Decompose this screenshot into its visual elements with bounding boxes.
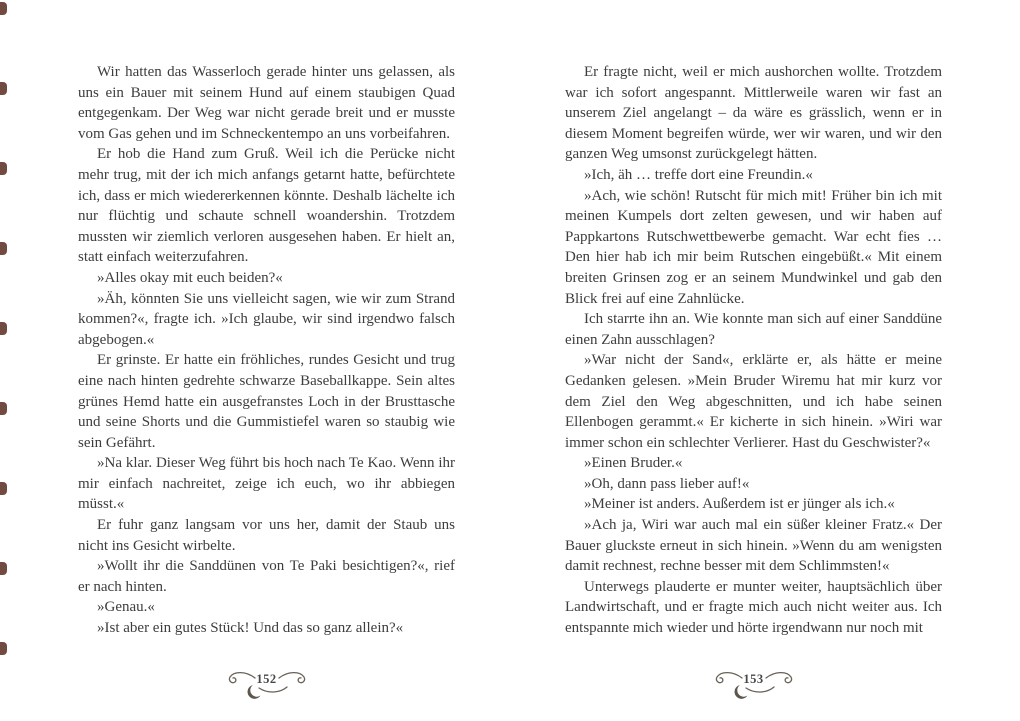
edge-mark [0,562,7,575]
book-page-left [78,62,455,701]
paragraph: »Ach, wie schön! Rutscht für mich mit! Früher bin ich mit meinen Kumpels dort zelten gewesen, und wir haben auf Pappkartons Rutschwettbewerbe gemacht. War echt fies … Den hier hab ich mir beim Rutschen eingebüßt.« Mit einem breiten Grinsen zog er an seinem Mundwinkel und gab den Blick frei auf eine Zahnlücke. [565,187,942,307]
paragraph: »Äh, könnten Sie uns vielleicht sagen, wie wir zum Strand kommen?«, fragte ich. »Ich glaube, wir sind irgendwo falsch abgebogen.« [78,290,455,348]
page-text-left [78,62,455,639]
edge-mark [0,482,7,495]
paragraph: Wir hatten das Wasserloch gerade hinter uns gelassen, als uns ein Bauer mit seinem Hund auf einem staubigen Quad entgegenkam. Der Weg war nicht gerade breit und er musste vom Gas gehen und im Schneckentempo an uns vorbeifahren. [78,64,455,142]
edge-mark [0,2,7,15]
paragraph: Ich starrte ihn an. Wie konnte man sich auf einer Sanddüne einen Zahn ausschlagen? [565,311,942,348]
paragraph: »Genau.« [97,599,155,616]
book-page-right [565,62,942,701]
edge-mark [0,322,7,335]
paragraph: »Ach ja, Wiri war auch mal ein süßer kleiner Fratz.« Der Bauer gluckste erneut in sich hinein. »Wenn du am wenigsten damit rechnest, rechne besser mit dem Schlimmsten!« [565,517,942,575]
edge-mark [0,402,7,415]
paragraph: Er grinste. Er hatte ein fröhliches, rundes Gesicht und trug eine nach hinten gedrehte schwarze Baseballkappe. Sein altes grünes Hemd hatte ein ausgefranstes Loch in der Brusttasche und seine Shorts und die Gummistiefel waren so staubig wie sein Gefährt. [78,352,455,451]
page-footer-left [78,665,455,701]
crescent-moon-icon [247,685,260,699]
page-text-right [565,62,942,639]
paragraph: Er fragte nicht, weil er mich aushorchen wollte. Trotzdem war ich sofort angespannt. Mittlerweile waren wir fast an unserem Ziel angelangt – da wäre es grässlich, wenn er in diesem Moment begreifen würde, wer wir waren, und wir den ganzen Weg umsonst zurückgelegt hätten. [565,64,942,163]
paragraph: »Meiner ist anders. Außerdem ist er jünger als ich.« [584,496,895,513]
paragraph: »Oh, dann pass lieber auf!« [584,475,750,492]
edge-mark [0,162,7,175]
paragraph: »Alles okay mit euch beiden?« [97,269,283,286]
paragraph: »Na klar. Dieser Weg führt bis hoch nach Te Kao. Wenn ihr mir einfach nachreitet, zeige ich euch, wo ihr abbiegen müsst.« [78,455,455,513]
paragraph: »Ist aber ein gutes Stück! Und das so ganz allein?« [97,620,404,637]
paragraph: Er fuhr ganz langsam vor uns her, damit der Staub uns nicht ins Gesicht wirbelte. [78,517,455,554]
page-number: 153 [743,672,764,686]
page-number: 152 [256,672,277,686]
paragraph: »Einen Bruder.« [584,455,683,472]
paragraph: Er hob die Hand zum Gruß. Weil ich die Perücke nicht mehr trug, mit der ich mich anfangs getarnt hatte, befürchtete ich, dass er mich wiedererkennen könnte. Deshalb lächelte ich nur flüchtig und schaute schnell woandershin. Trotzdem mussten wir ziemlich verloren ausgesehen haben. Er hielt an, statt einfach weiterzufahren. [78,146,455,266]
paragraph: »Wollt ihr die Sanddünen von Te Paki besichtigen?«, rief er nach hinten. [78,558,455,595]
crescent-moon-icon [734,685,747,699]
scan-edge-marks [0,0,8,721]
page-number-ornament [708,665,800,701]
page-footer-right [565,665,942,701]
edge-mark [0,242,7,255]
edge-mark [0,642,7,655]
page-number-ornament [221,665,313,701]
paragraph: »Ich, äh … treffe dort eine Freundin.« [584,166,813,183]
edge-mark [0,82,7,95]
paragraph: Unterwegs plauderte er munter weiter, hauptsächlich über Landwirtschaft, und er fragte mich auch nicht weiter aus. Ich entspannte mich wieder und hörte irgendwann nur noch mit [565,578,942,637]
paragraph: »War nicht der Sand«, erklärte er, als hätte er meine Gedanken gelesen. »Mein Bruder Wiremu hat mir kurz vor dem Ziel den Weg abgeschnitten, und ich habe seinen Ellenbogen gerammt.« Er kicherte in sich hinein. »Wiri war immer schon ein schlechter Verlierer. Hast du Geschwister?« [565,352,942,451]
